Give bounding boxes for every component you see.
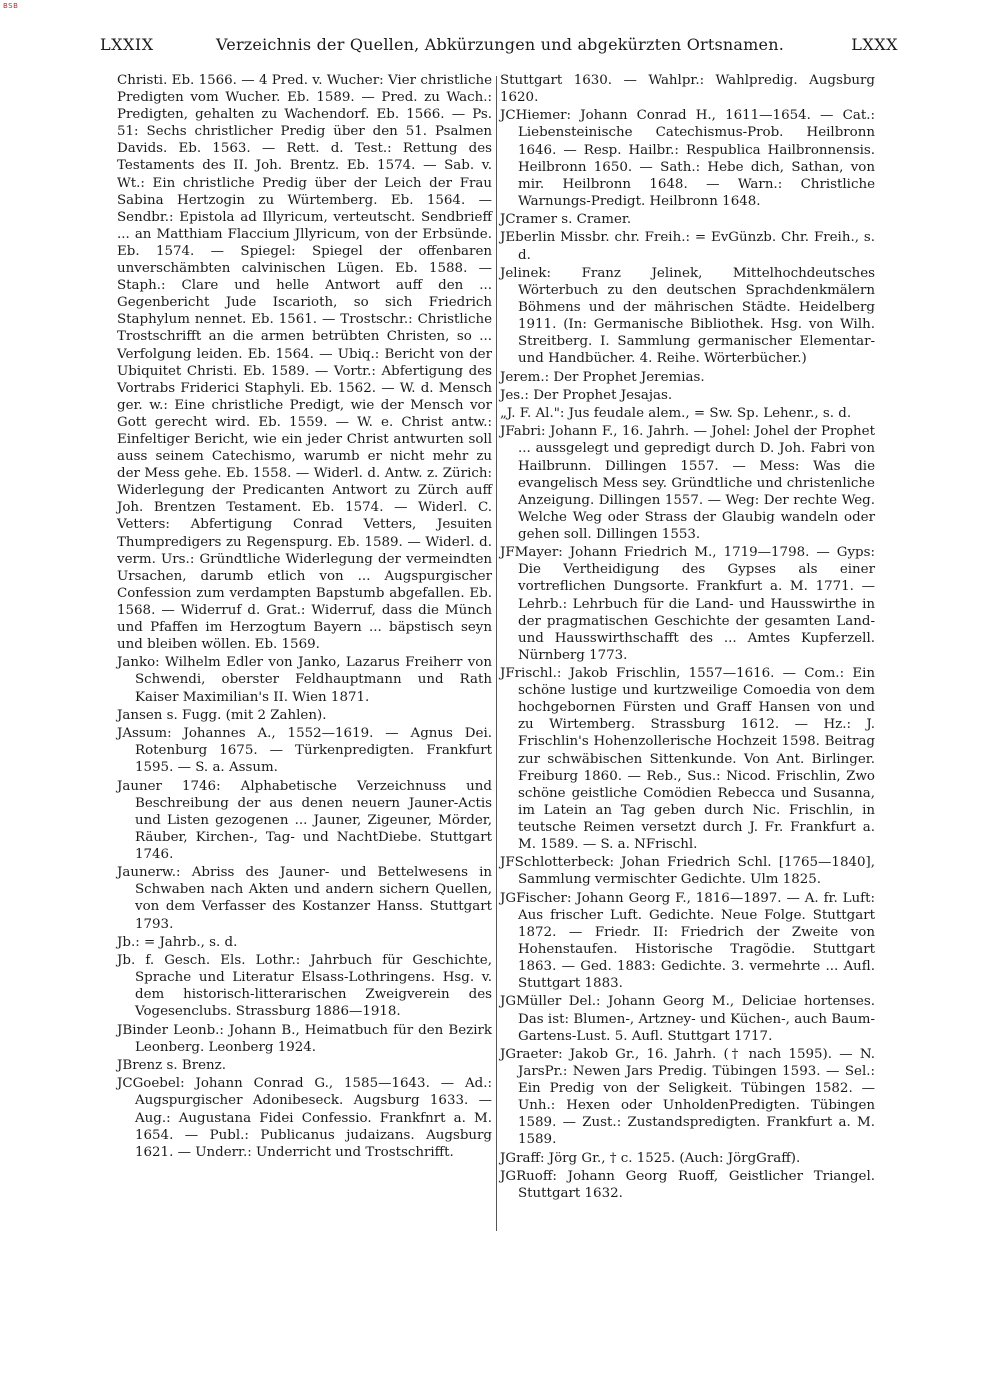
entry: JGraeter: Jakob Gr., 16. Jahrh. († nach 1595). — N. JarsPr.: Newen Jars Predig. Tübingen 1593. — Sel.: Ein Predig von der Seligkeit. Tübingen 1582. — Unh.: Hexen oder UnholdenPredigten. Tübingen 1589. — Zust.: Zustandspredigten. Frankfurt a. M. 1589.	[500, 1046, 875, 1148]
entry: Janko: Wilhelm Edler von Janko, Lazarus Freiherr von Schwendi, oberster Feldhauptmann und Rath Kaiser Maximilian's II. Wien 1871.	[117, 655, 492, 705]
entry: JBinder Leonb.: Johann B., Heimatbuch für den Bezirk Leonberg. Leonberg 1924.	[117, 1022, 492, 1055]
entry: Jb. f. Gesch. Els. Lothr.: Jahrbuch für Geschichte, Sprache und Literatur Elsass-Lothringens. Hsg. v. dem historisch-litterarischen Zweigverein des Vogesenclubs. Strassburg 1886—1918.	[117, 953, 492, 1020]
column-divider	[496, 76, 497, 1231]
library-stamp: BSB	[3, 2, 19, 10]
entry: Jb.: = Jahrb., s. d.	[117, 934, 238, 950]
entry: JAssum: Johannes A., 1552—1619. — Agnus Dei. Rotenburg 1675. — Türkenpredigten. Frankfurt 1595. — S. a. Assum.	[117, 726, 492, 776]
entry: JEberlin Missbr. chr. Freih.: = EvGünzb. Chr. Freih., s. d.	[500, 230, 875, 263]
entry: JGraff: Jörg Gr., † c. 1525. (Auch: JörgGraff).	[500, 1150, 801, 1166]
entry: JFSchlotterbeck: Johan Friedrich Schl. [1765—1840], Sammlung vermischter Gedichte. Ulm 1825.	[500, 855, 875, 888]
right-column	[500, 72, 875, 1203]
entry: Jaunerw.: Abriss des Jauner- und Bettelwesens in Schwaben nach Akten und andern sichern Quellen, von dem Verfasser des Kostanzer Hanss. Stuttgart 1793.	[117, 865, 492, 932]
running-header-title: Verzeichnis der Quellen, Abkürzungen und abgekürzten Ortsnamen.	[216, 35, 784, 54]
entry: Jes.: Der Prophet Jesajas.	[500, 387, 673, 403]
entry: JCHiemer: Johann Conrad H., 1611—1654. — Cat.: Liebensteinische Catechismus-Prob. Heilbronn 1646. — Resp. Hailbr.: Respublica Hailbronnensis. Heilbronn 1650. — Sath.: Hebe dich, Sathan, von mir. Heilbronn 1648. — Warn.: Christliche Warnungs-Predigt. Heilbronn 1648.	[500, 108, 875, 209]
entry: Jerem.: Der Prophet Jeremias.	[500, 369, 705, 385]
entry: JFrischl.: Jakob Frischlin, 1557—1616. — Com.: Ein schöne lustige und kurtzweilige Comoedia von dem hochgebornen Fürsten und Graff Hansen von und zu Wirtemberg. Strassburg 1612. — Hz.: J. Frischlin's Hohenzollerische Hochzeit 1598. Beitrag zur schwäbischen Sittenkunde. Von Ant. Birlinger. Freiburg 1860. — Reb., Sus.: Nicod. Frischlin, Zwo schöne geistliche Comödien Rebecca und Susanna, im Latein an Tag geben durch Nic. Frischlin, in teutsche Reimen versetzt durch J. Fr. Frankfurt a. M. 1589. — S. a. NFrischl.	[500, 666, 875, 852]
entry: JCramer s. Cramer.	[500, 212, 632, 228]
entry: JGFischer: Johann Georg F., 1816—1897. — A. fr. Luft: Aus frischer Luft. Gedichte. Neue Folge. Stuttgart 1872. — Friedr. II: Friedrich der Zweite von Hohenstaufen. Historische Tragödie. Stuttgart 1863. — Ged. 1883: Gedichte. 3. vermehrte ... Aufl. Stuttgart 1883.	[500, 890, 875, 992]
left-column	[117, 72, 492, 1162]
entry: JGRuoff: Johann Georg Ruoff, Geistlicher Triangel. Stuttgart 1632.	[500, 1168, 875, 1201]
entry: JFMayer: Johann Friedrich M., 1719—1798. — Gyps: Die Vertheidigung des Gypses als einer vortreflichen Dungsorte. Frankfurt a. M. 1771. — Lehrb.: Lehrbuch für die Land- und Hausswirthe in der pragmatischen Geschichte der gesamten Land- und Hausswirthschafft des ... Amtes Kupferzell. Nürnberg 1773.	[500, 545, 875, 663]
entry: Stuttgart 1630. — Wahlpr.: Wahlpredig. Augsburg 1620.	[500, 73, 875, 106]
entry: Jelinek: Franz Jelinek, Mittelhochdeutsches Wörterbuch zu den deutschen Sprachdenkmälern Böhmens und der mährischen Städte. Heidelberg 1911. (In: Germanische Bibliothek. Hsg. von Wilh. Streitberg. I. Sammlung germanischer Elementar- und Handbücher. 4. Reihe. Wörterbücher.)	[500, 265, 875, 367]
entry: JGMüller Del.: Johann Georg M., Deliciae hortenses. Das ist: Blumen-, Artzney- und Küchen-, auch Baum-Gartens-Lust. 5. Aufl. Stuttgart 1717.	[500, 994, 875, 1044]
page-number-right: LXXX	[851, 35, 898, 54]
entry: JFabri: Johann F., 16. Jahrh. — Johel: Johel der Prophet ... aussgelegt und gepredigt durch D. Joh. Fabri von Hailbrunn. Dillingen 1557. — Mess: Was die evangelisch Mess sey. Gründtliche und christenliche Anzeigung. Dillingen 1557. — Weg: Der rechte Weg. Welche Weg oder Strass der Glaubig wandeln oder gehen soll. Dillingen 1553.	[500, 424, 875, 542]
entry: JBrenz s. Brenz.	[117, 1058, 226, 1074]
entry: „J. F. Al.": Jus feudale alem., = Sw. Sp. Lehenr., s. d.	[500, 406, 852, 422]
entry: Jauner 1746: Alphabetische Verzeichnuss und Beschreibung der aus denen neuern Jauner-Actis und Listen gezogenen ... Jauner, Zigeuner, Mörder, Räuber, Kirchen-, Tag- und NachtDiebe. Stuttgart 1746.	[117, 778, 492, 862]
entry: JCGoebel: Johann Conrad G., 1585—1643. — Ad.: Augspurgischer Adonibeseck. Augsburg 1633. — Aug.: Augustana Fidei Confessio. Frankfnrt a. M. 1654. — Publ.: Publicanus judaizans. Augsburg 1621. — Underr.: Underricht und Trostschrifft.	[117, 1076, 492, 1160]
page-number-left: LXXIX	[100, 35, 154, 54]
entry: Jansen s. Fugg. (mit 2 Zahlen).	[117, 707, 327, 723]
entry: Christi. Eb. 1566. — 4 Pred. v. Wucher: Vier christliche Predigten vom Wucher. Eb. 1589. — Pred. zu Wach.: Predigten, gehalten zu Wachendorf. Eb. 1566. — Ps. 51: Sechs christlicher Predig über den 51. Psalmen Davids. Eb. 1563. — Rett. d. Test.: Rettung des Testaments des II. Joh. Brentz. Eb. 1574. — Sab. v. Wt.: Ein christliche Predig über der Leich der Frau Sabina Hertzogin zu Würtemberg. Eb. 1564. — Sendbr.: Epistola ad Illyricum, verteutscht. Sendbrieff ... an Matthiam Flaccium Jllyricum, von der Erbsünde. Eb. 1574. — Spiegel: Spiegel der offenbaren unverschämbten calvinischen Lügen. Eb. 1588. — Staph.: Clare und helle Antwort auff den ... Gegenbericht Jude Iscarioth, so sich Friedrich Staphylum nennet. Eb. 1561. — Trostschr.: Christliche Trostschrifft an die armen betrübten Christen, so ... Verfolgung leiden. Eb. 1564. — Ubiq.: Bericht von der Ubiquitet Christi. Eb. 1589. — Vortr.: Abfertigung des Vortrabs Friderici Staphyli. Eb. 1562. — W. d. Mensch ger. w.: Eine christliche Predigt, wie der Mensch vor Gott gerecht wird. Eb. 1559. — W. e. Christ antw.: Einfeltiger Bericht, wie ein jeder Christ antwurten soll auss seinem Catechismo, warumb er nicht mehr zu der Mess gehe. Eb. 1558. — Widerl. d. Antw. z. Zürich: Widerlegung der Predicanten Antwort zu Zürch auff Joh. Brentzen Testament. Eb. 1574. — Widerl. C. Vetters: Abfertigung Conrad Vetters, Jesuiten Thumpredigers zu Regenspurg. Eb. 1589. — Widerl. d. verm. Urs.: Gründtliche Widerlegung der vermeindten Ursachen, darumb etlich von ... Augspurgischer Confession zum verdampten Bapstumb abgefallen. Eb. 1568. — Widerruf d. Grat.: Widerruf, dass die Münch und Pfaffen im Herzogtum Bayern ... bäpstisch seyn und bleiben wöllen. Eb. 1569.	[117, 73, 492, 653]
